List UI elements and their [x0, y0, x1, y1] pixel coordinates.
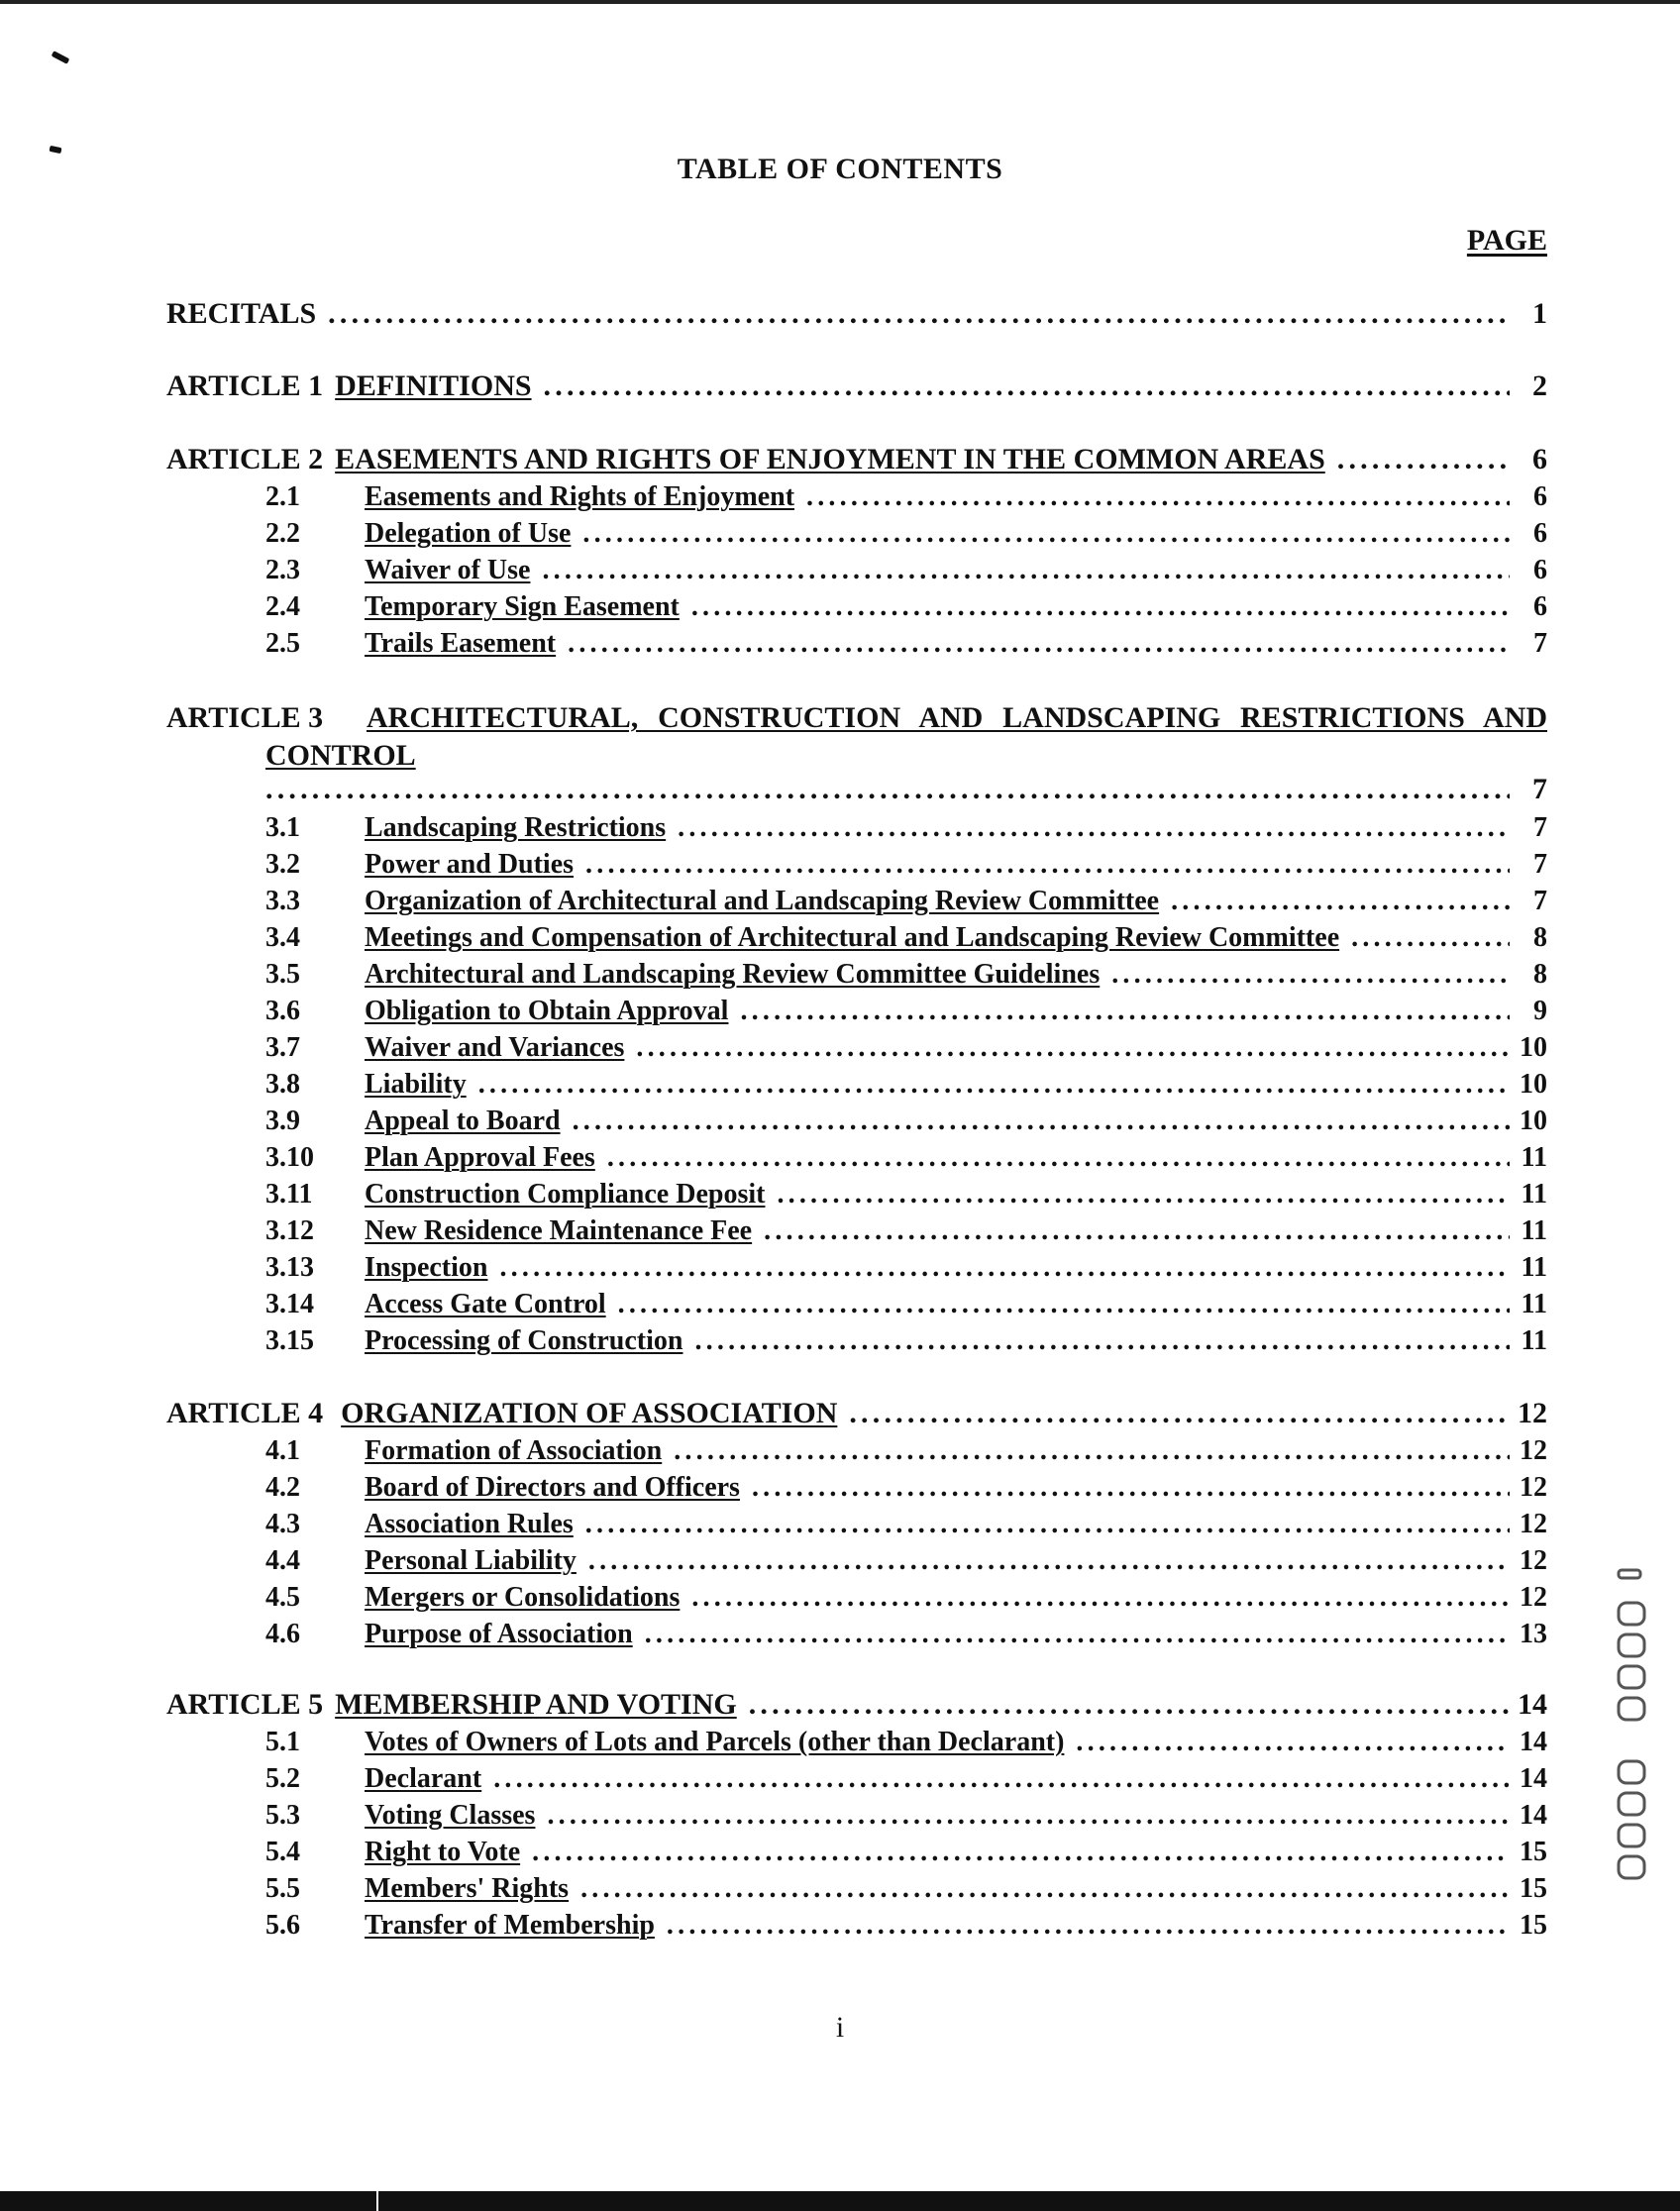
- toc-section-4-4[interactable]: [166, 1545, 1547, 1583]
- dot-leader: [667, 1910, 1510, 1942]
- dot-leader: [265, 773, 1510, 806]
- toc-section-4-3[interactable]: [166, 1509, 1547, 1546]
- section-number: 2.2: [265, 518, 300, 549]
- section-title: Plan Approval Fees: [365, 1142, 595, 1173]
- dot-leader: [328, 297, 1510, 331]
- dot-leader: [1111, 959, 1510, 991]
- toc-page-number: 12: [1520, 1472, 1547, 1503]
- toc-page-number: 14: [1520, 1800, 1547, 1831]
- toc-section-3-4[interactable]: [166, 922, 1547, 960]
- dot-leader: [547, 1800, 1510, 1832]
- toc-page-number: 11: [1521, 1252, 1547, 1283]
- dot-leader: [1076, 1727, 1510, 1758]
- section-title: Obligation to Obtain Approval: [365, 996, 729, 1026]
- section-number: 5.6: [265, 1910, 300, 1941]
- toc-entry-label: RECITALS: [166, 297, 317, 330]
- toc-section-3-14[interactable]: [166, 1289, 1547, 1326]
- toc-page-number: 11: [1521, 1289, 1547, 1319]
- toc-section-5-3[interactable]: [166, 1800, 1547, 1838]
- toc-page-number: 12: [1520, 1582, 1547, 1613]
- footer-page-number: i: [835, 2011, 845, 2044]
- toc-page-number: 15: [1520, 1910, 1547, 1941]
- dot-leader: [607, 1142, 1510, 1174]
- section-title: Declarant: [365, 1763, 482, 1794]
- dot-leader: [752, 1472, 1510, 1504]
- toc-section-2-2[interactable]: [166, 518, 1547, 556]
- toc-page-number: 6: [1533, 481, 1547, 512]
- section-number: 2.4: [265, 591, 300, 622]
- section-number: 3.4: [265, 922, 300, 953]
- dot-leader: [740, 996, 1510, 1027]
- dot-leader: [674, 1435, 1510, 1467]
- toc-page-number: 14: [1520, 1763, 1547, 1794]
- toc-page-number: 11: [1521, 1325, 1547, 1356]
- section-number: 3.2: [265, 849, 300, 880]
- toc-page-number: 6: [1533, 518, 1547, 549]
- dot-leader: [749, 1688, 1510, 1722]
- scan-edge-bottom: [0, 2191, 1680, 2211]
- section-number: 2.1: [265, 481, 300, 512]
- toc-page-number: 10: [1520, 1106, 1547, 1136]
- toc-page-number: 14: [1518, 1688, 1547, 1721]
- toc-page-number: 6: [1533, 591, 1547, 622]
- side-document-stamp: [1613, 1565, 1652, 1902]
- dot-leader: [588, 1545, 1510, 1577]
- dot-leader: [544, 369, 1510, 403]
- toc-entry-article-4[interactable]: [166, 1397, 1547, 1434]
- section-number: 5.4: [265, 1837, 300, 1867]
- toc-section-2-1[interactable]: [166, 481, 1547, 519]
- dot-leader: [1337, 443, 1510, 476]
- section-number: 4.6: [265, 1619, 300, 1649]
- toc-page-number: 15: [1520, 1837, 1547, 1867]
- section-number: 3.15: [265, 1325, 314, 1356]
- toc-page-number: 2: [1532, 369, 1547, 402]
- section-number: 4.2: [265, 1472, 300, 1503]
- article-label: ARTICLE 2: [166, 443, 324, 475]
- toc-entry-article-1[interactable]: [166, 369, 1547, 407]
- dot-leader: [694, 1325, 1510, 1357]
- dot-leader: [493, 1763, 1510, 1795]
- dot-leader: [585, 849, 1510, 881]
- section-number: 3.10: [265, 1142, 314, 1173]
- dot-leader: [582, 518, 1510, 550]
- toc-entry-article-5[interactable]: [166, 1688, 1547, 1726]
- toc-section-3-6[interactable]: [166, 996, 1547, 1033]
- section-number: 3.9: [265, 1106, 300, 1136]
- toc-section-4-1[interactable]: [166, 1435, 1547, 1473]
- toc-section-4-2[interactable]: [166, 1472, 1547, 1510]
- section-number: 3.11: [265, 1179, 313, 1210]
- section-title: Personal Liability: [365, 1545, 577, 1576]
- article-label: ARTICLE 3: [166, 701, 324, 734]
- dot-leader: [573, 1106, 1510, 1137]
- article-title: EASEMENTS AND RIGHTS OF ENJOYMENT IN THE COMMON AREAS: [335, 443, 1325, 475]
- toc-page-number: 1: [1532, 297, 1547, 330]
- article-title: DEFINITIONS: [335, 369, 532, 402]
- toc-section-3-13[interactable]: [166, 1252, 1547, 1290]
- toc-section-3-7[interactable]: [166, 1032, 1547, 1070]
- section-number: 3.5: [265, 959, 300, 990]
- section-title: Access Gate Control: [365, 1289, 606, 1319]
- section-number: 3.14: [265, 1289, 314, 1319]
- toc-page-number: 7: [1532, 773, 1547, 805]
- toc-page-number: 11: [1521, 1142, 1547, 1173]
- section-number: 3.3: [265, 886, 300, 916]
- toc-page-number: 11: [1521, 1215, 1547, 1246]
- article-title: MEMBERSHIP AND VOTING: [335, 1688, 737, 1721]
- dot-leader: [499, 1252, 1510, 1284]
- scan-edge-notch: [376, 2191, 378, 2211]
- section-title: Trails Easement: [365, 628, 557, 659]
- toc-entry-article-2[interactable]: [166, 443, 1547, 480]
- section-number: 4.4: [265, 1545, 300, 1576]
- article-title-line-2: CONTROL: [265, 739, 416, 772]
- section-title: Appeal to Board: [365, 1106, 561, 1136]
- dot-leader: [568, 628, 1510, 660]
- toc-section-5-2[interactable]: [166, 1763, 1547, 1801]
- dot-leader: [580, 1873, 1510, 1905]
- section-title: Processing of Construction: [365, 1325, 683, 1356]
- dot-leader: [585, 1509, 1510, 1540]
- dot-leader: [1171, 886, 1510, 917]
- section-title: New Residence Maintenance Fee: [365, 1215, 753, 1246]
- toc-section-2-4[interactable]: [166, 591, 1547, 629]
- toc-page-number: 6: [1532, 443, 1547, 475]
- section-title: Organization of Architectural and Landscaping Review Committee: [365, 886, 1160, 916]
- section-title: Liability: [365, 1069, 467, 1100]
- toc-page-number: 8: [1533, 959, 1547, 990]
- section-title: Votes of Owners of Lots and Parcels (other than Declarant): [365, 1727, 1065, 1757]
- dot-leader: [645, 1619, 1510, 1650]
- toc-entry-article-3-leader[interactable]: [265, 773, 1547, 810]
- toc-page-number: 15: [1520, 1873, 1547, 1904]
- section-title: Meetings and Compensation of Architectural and Landscaping Review Committee: [365, 922, 1340, 953]
- scan-speck: [52, 51, 70, 64]
- dot-leader: [691, 1582, 1510, 1614]
- section-number: 2.5: [265, 628, 300, 659]
- toc-section-3-3[interactable]: [166, 886, 1547, 923]
- dot-leader: [532, 1837, 1510, 1868]
- section-number: 3.12: [265, 1215, 314, 1246]
- toc-section-5-4[interactable]: [166, 1837, 1547, 1874]
- dot-leader: [806, 481, 1510, 513]
- toc-section-2-3[interactable]: [166, 555, 1547, 592]
- toc-section-3-11[interactable]: [166, 1179, 1547, 1216]
- toc-page-number: 12: [1520, 1545, 1547, 1576]
- toc-section-2-5[interactable]: [166, 628, 1547, 666]
- section-number: 3.8: [265, 1069, 300, 1100]
- dot-leader: [678, 812, 1510, 844]
- section-number: 3.7: [265, 1032, 300, 1063]
- section-title: Architectural and Landscaping Review Committee Guidelines: [365, 959, 1101, 990]
- article-title-line-1: ARCHITECTURAL, CONSTRUCTION AND LANDSCAPING RESTRICTIONS AND: [367, 701, 1547, 734]
- toc-section-3-10[interactable]: [166, 1142, 1547, 1180]
- dot-leader: [691, 591, 1510, 623]
- section-number: 5.1: [265, 1727, 300, 1757]
- toc-section-4-5[interactable]: [166, 1582, 1547, 1620]
- section-title: Mergers or Consolidations: [365, 1582, 681, 1613]
- toc-section-3-5[interactable]: [166, 959, 1547, 997]
- section-title: Construction Compliance Deposit: [365, 1179, 766, 1210]
- toc-entry-recitals[interactable]: [166, 297, 1547, 335]
- dot-leader: [618, 1289, 1510, 1320]
- toc-page-number: 7: [1533, 886, 1547, 916]
- scan-edge-top: [0, 0, 1680, 4]
- toc-page-number: 10: [1520, 1032, 1547, 1063]
- toc-page-number: 8: [1533, 922, 1547, 953]
- section-title: Waiver of Use: [365, 555, 531, 585]
- toc-section-3-2[interactable]: [166, 849, 1547, 887]
- toc-page-number: 7: [1533, 812, 1547, 843]
- section-title: Inspection: [365, 1252, 488, 1283]
- toc-section-5-6[interactable]: [166, 1910, 1547, 1948]
- article-label: ARTICLE 1: [166, 369, 324, 402]
- toc-page-number: 13: [1520, 1619, 1547, 1649]
- article-title: ORGANIZATION OF ASSOCIATION: [341, 1397, 838, 1429]
- article-label: ARTICLE 5: [166, 1688, 324, 1721]
- dot-leader: [777, 1179, 1510, 1211]
- section-number: 4.3: [265, 1509, 300, 1539]
- section-title: Formation of Association: [365, 1435, 663, 1466]
- section-number: 5.3: [265, 1800, 300, 1831]
- toc-page-number: 9: [1533, 996, 1547, 1026]
- section-title: Voting Classes: [365, 1800, 536, 1831]
- toc-section-3-8[interactable]: [166, 1069, 1547, 1106]
- section-number: 4.1: [265, 1435, 300, 1466]
- article-label: ARTICLE 4: [166, 1397, 324, 1429]
- dot-leader: [1351, 922, 1510, 954]
- toc-page-number: 12: [1520, 1435, 1547, 1466]
- dot-leader: [764, 1215, 1510, 1247]
- toc-section-3-1[interactable]: [166, 812, 1547, 850]
- dot-leader: [542, 555, 1510, 586]
- toc-section-5-5[interactable]: [166, 1873, 1547, 1911]
- section-title: Temporary Sign Easement: [365, 591, 680, 622]
- toc-section-3-12[interactable]: [166, 1215, 1547, 1253]
- section-title: Transfer of Membership: [365, 1910, 655, 1941]
- page-column-header: PAGE: [1466, 224, 1547, 257]
- dot-leader: [849, 1397, 1510, 1430]
- page-title: TABLE OF CONTENTS: [677, 153, 1003, 185]
- toc-page-number: 7: [1533, 849, 1547, 880]
- toc-entry-article-3[interactable]: [166, 701, 1547, 735]
- toc-page-number: 12: [1520, 1509, 1547, 1539]
- toc-section-4-6[interactable]: [166, 1619, 1547, 1656]
- toc-page-number: 11: [1521, 1179, 1547, 1210]
- toc-section-3-15[interactable]: [166, 1325, 1547, 1363]
- section-title: Delegation of Use: [365, 518, 572, 549]
- section-title: Association Rules: [365, 1509, 574, 1539]
- section-title: Waiver and Variances: [365, 1032, 625, 1063]
- section-number: 3.1: [265, 812, 300, 843]
- section-title: Easements and Rights of Enjoyment: [365, 481, 795, 512]
- section-title: Members' Rights: [365, 1873, 570, 1904]
- dot-leader: [636, 1032, 1510, 1064]
- section-title: Right to Vote: [365, 1837, 521, 1867]
- toc-page-number: 12: [1518, 1397, 1547, 1429]
- section-title: Board of Directors and Officers: [365, 1472, 740, 1503]
- dot-leader: [478, 1069, 1510, 1101]
- toc-section-5-1[interactable]: [166, 1727, 1547, 1764]
- toc-section-3-9[interactable]: [166, 1106, 1547, 1143]
- section-number: 3.6: [265, 996, 300, 1026]
- section-number: 5.5: [265, 1873, 300, 1904]
- toc-page-number: 10: [1520, 1069, 1547, 1100]
- section-title: Purpose of Association: [365, 1619, 633, 1649]
- section-number: 4.5: [265, 1582, 300, 1613]
- section-number: 2.3: [265, 555, 300, 585]
- section-title: Power and Duties: [365, 849, 575, 880]
- section-number: 3.13: [265, 1252, 314, 1283]
- toc-page-number: 14: [1520, 1727, 1547, 1757]
- toc-page-number: 7: [1533, 628, 1547, 659]
- section-title: Landscaping Restrictions: [365, 812, 667, 843]
- toc-page-number: 6: [1533, 555, 1547, 585]
- section-number: 5.2: [265, 1763, 300, 1794]
